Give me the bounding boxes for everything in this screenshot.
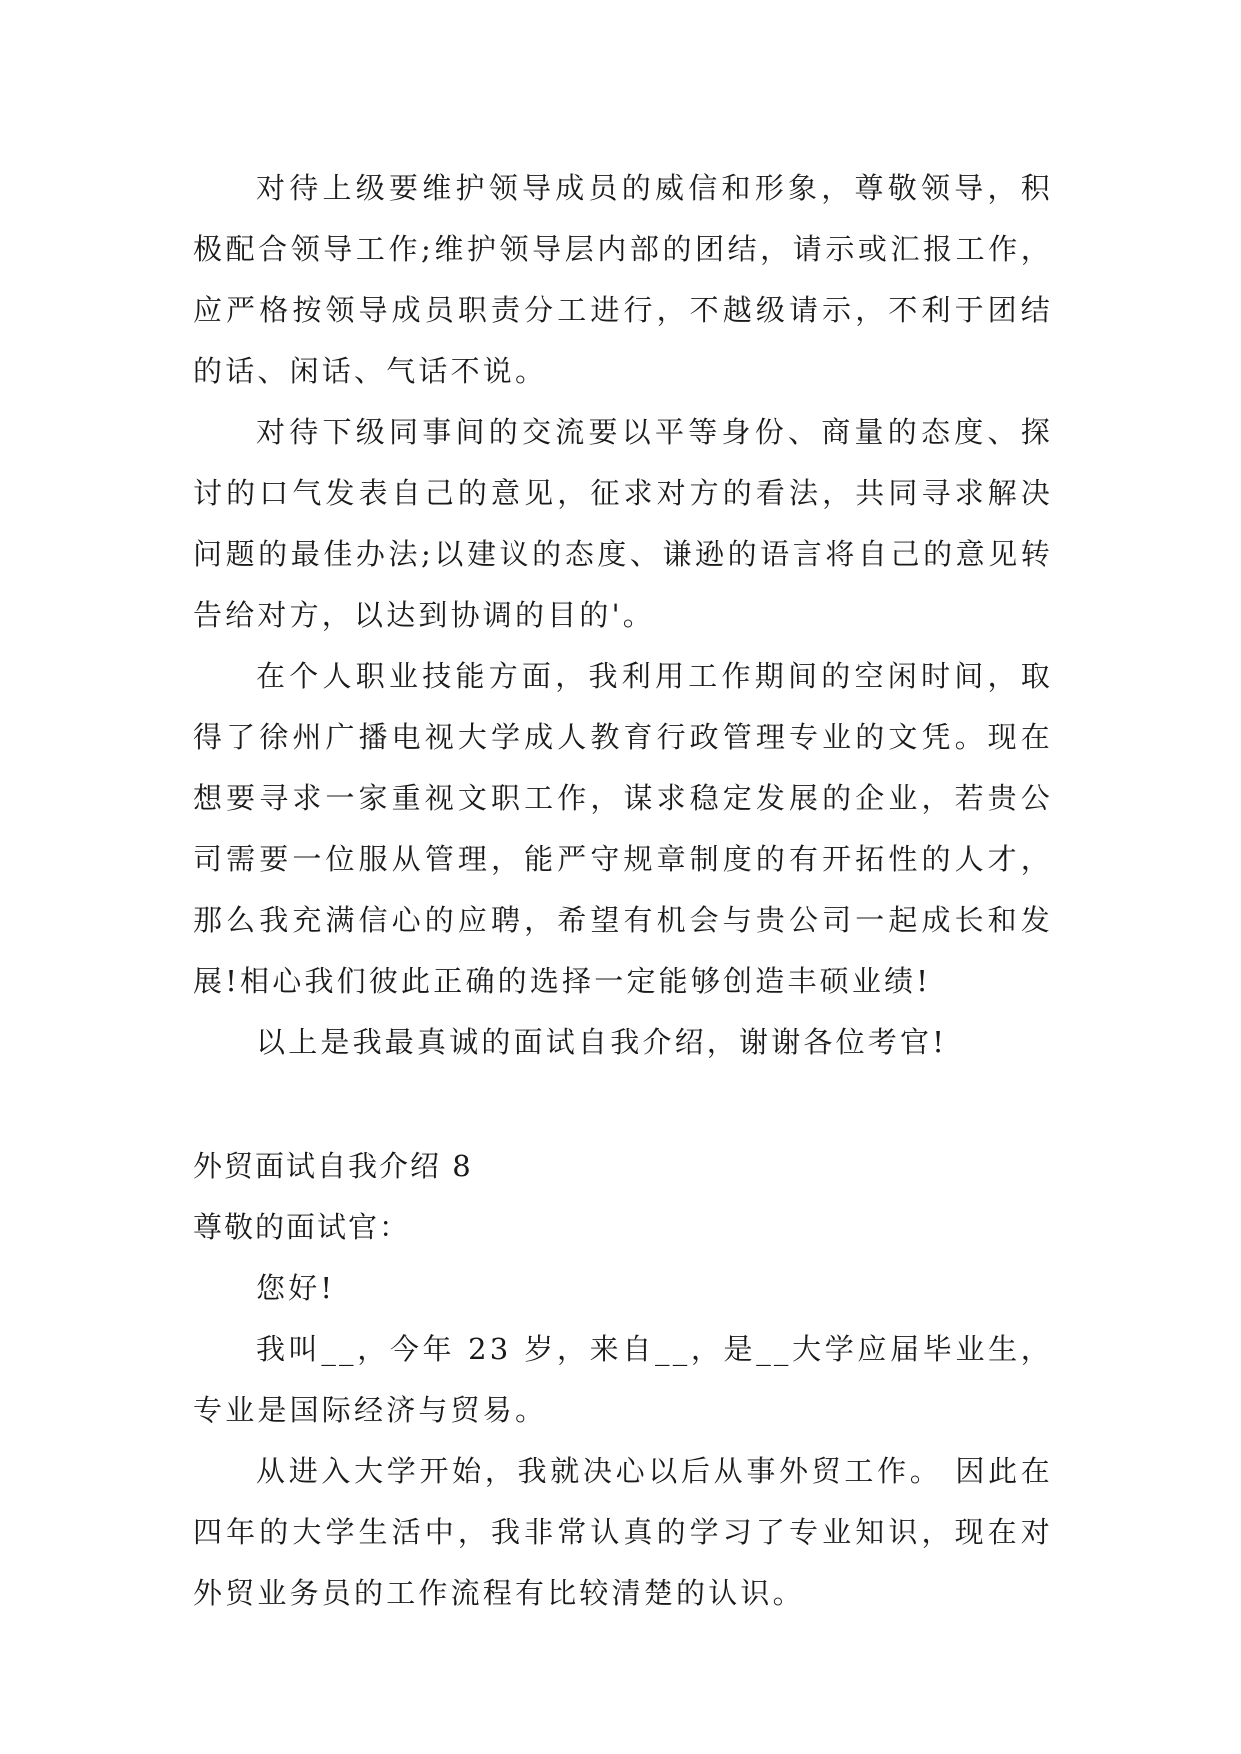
paragraph-study: 从进入大学开始，我就决心以后从事外贸工作。 因此在四年的大学生活中，我非常认真的学习了专业知识，现在对外贸业务员的工作流程有比较清楚的认识。 — [193, 1454, 1053, 1610]
paragraph-intro: 我叫__，今年 23 岁，来自__，是__大学应届毕业生，专业是国际经济与贸易。 — [193, 1332, 1053, 1427]
paragraph-skills: 在个人职业技能方面，我利用工作期间的空闲时间，取得了徐州广播电视大学成人教育行政管理专业的文凭。现在想要寻求一家重视文职工作，谋求稳定发展的企业，若贵公司需要一位服从管理，能严守规章制度的有开拓性的人才，那么我充满信心的应聘，希望有机会与贵公司一起成长和发展!相心我们彼此正确的选择一定能够创造丰硕业绩! — [193, 659, 1053, 998]
paragraph-superiors: 对待上级要维护领导成员的威信和形象，尊敬领导，积极配合领导工作;维护领导层内部的团结，请示或汇报工作，应严格按领导成员职责分工进行，不越级请示，不利于团结的话、闲话、气话不说。 — [193, 171, 1053, 388]
document-body — [193, 158, 1053, 1624]
paragraph-subordinates: 对待下级同事间的交流要以平等身份、商量的态度、探讨的口气发表自己的意见，征求对方的看法，共同寻求解决问题的最佳办法;以建议的态度、谦逊的语言将自己的意见转告给对方，以达到协调的目的'。 — [193, 415, 1053, 632]
paragraph-closing: 以上是我最真诚的面试自我介绍，谢谢各位考官! — [256, 1025, 948, 1059]
section-gap — [193, 1073, 1053, 1136]
greeting: 您好! — [256, 1271, 336, 1305]
section-title: 外贸面试自我介绍 8 — [193, 1149, 473, 1183]
salutation: 尊敬的面试官： — [193, 1210, 411, 1244]
